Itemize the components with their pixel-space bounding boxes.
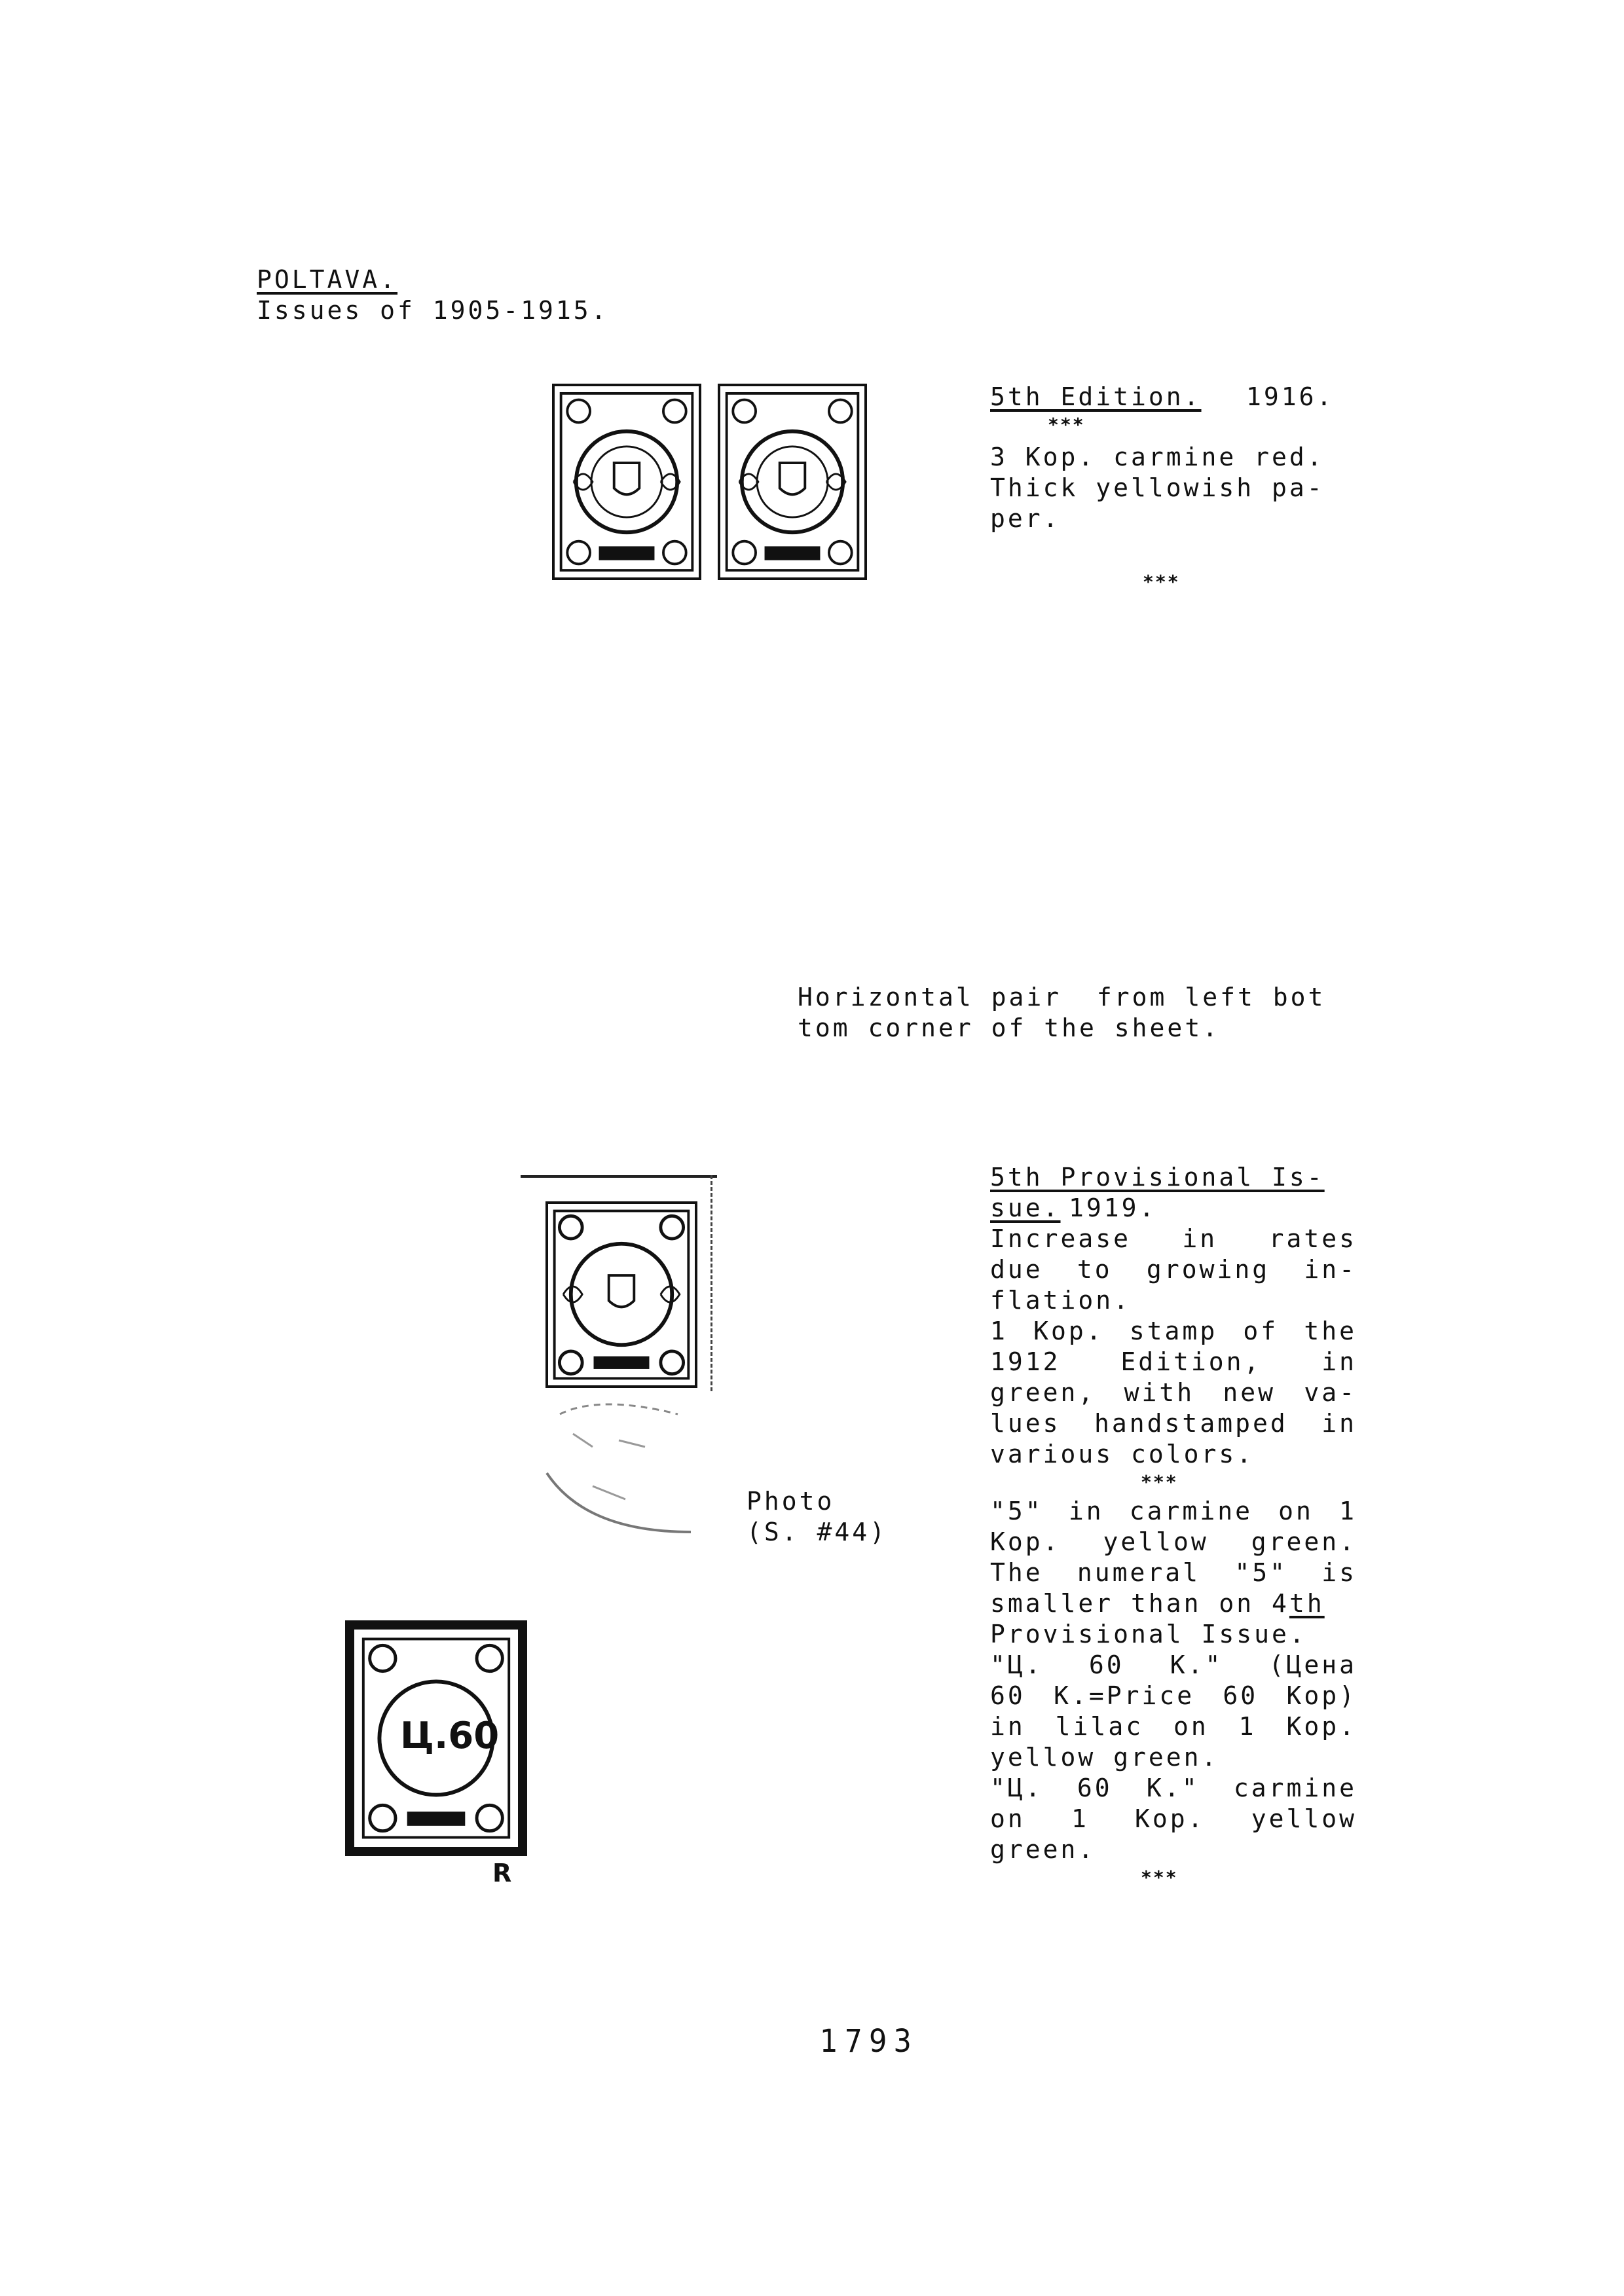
text-line: green, with new va- (990, 1378, 1357, 1407)
text-line: various colors. (990, 1440, 1255, 1468)
page-subtitle: Issues of 1905-1915. (257, 296, 609, 325)
text-line: 1912 Edition, in (990, 1347, 1357, 1376)
stamp-3kop-right (718, 384, 867, 580)
text-fragment: smaller than on 4 (990, 1589, 1289, 1618)
section2-text (990, 1162, 1357, 1891)
section1-stars-top: *** (1048, 414, 1085, 435)
text-line: due to growing in- (990, 1255, 1357, 1284)
text-line: "Ц. 60 K." (Цена (990, 1650, 1357, 1679)
text-line: flation. (990, 1286, 1132, 1315)
stamp-overprint-60k (354, 1630, 518, 1847)
text-line: 1 Kop. stamp of the (990, 1317, 1357, 1345)
text-line: green. (990, 1835, 1096, 1864)
perforation-edge (710, 1175, 715, 1391)
section2-heading: 5th Provisional Is- (990, 1163, 1325, 1192)
section2-stars-mid: *** (1141, 1471, 1178, 1493)
stamp-3kop-left (552, 384, 701, 580)
postmark-icon (534, 1394, 710, 1545)
superscript-th: th (1289, 1589, 1325, 1618)
text-line: Kop. yellow green. (990, 1527, 1357, 1556)
photo-catalog-ref: (S. #44) (747, 1518, 888, 1546)
stars-row (990, 1865, 1357, 1891)
stamp-overprint-mount (345, 1620, 527, 1856)
stamp-design-icon (555, 386, 699, 577)
stamp-design-icon (548, 1204, 695, 1385)
stamp-5th-provisional (545, 1201, 697, 1388)
stars-row (990, 1470, 1357, 1496)
section1-stars-bottom: *** (1143, 571, 1180, 592)
text-line (990, 1588, 1357, 1619)
text-line: Provisional Issue. (990, 1620, 1307, 1649)
text-line: "5" in carmine on 1 (990, 1497, 1357, 1525)
section2-stars-end: *** (1141, 1867, 1178, 1888)
text-line: on 1 Kop. yellow (990, 1804, 1357, 1833)
text-line: yellow green. (990, 1743, 1219, 1772)
pair-caption (798, 982, 1325, 1044)
text-line: "Ц. 60 K." carmine (990, 1774, 1357, 1802)
section1-year: 1916. (1246, 382, 1335, 411)
page-title: POLTAVA. (257, 265, 398, 294)
photo-reference (747, 1486, 887, 1548)
section2-year: 1919. (1069, 1194, 1157, 1222)
stamp-design-icon (720, 386, 864, 577)
cover-edge-line (521, 1175, 717, 1178)
photo-label: Photo (747, 1487, 835, 1516)
text-line: per. (990, 504, 1061, 533)
text-line: The numeral "5" is (990, 1558, 1357, 1587)
text-line: Increase in rates (990, 1224, 1357, 1253)
section2-heading-cont: sue. (990, 1194, 1061, 1222)
text-line: in lilac on 1 Kop. (990, 1712, 1357, 1741)
section1-heading: 5th Edition. (990, 382, 1202, 411)
caption-line: Horizontal pair from left bot (798, 983, 1326, 1011)
caption-line: tom corner of the sheet. (798, 1013, 1221, 1042)
text-line: lues handstamped in (990, 1409, 1357, 1438)
section1-text (990, 442, 1325, 534)
overprint-value: Ц.60 (400, 1715, 500, 1757)
stamp-on-cover-fragment (521, 1175, 717, 1548)
rarity-mark: R (492, 1859, 515, 1887)
section2-heading-row (990, 1193, 1357, 1224)
text-line: 60 K.=Price 60 Kop) (990, 1681, 1357, 1710)
text-line: Thick yellowish pa- (990, 473, 1325, 502)
page-number: 1793 (820, 2023, 918, 2060)
text-line: 3 Kop. carmine red. (990, 443, 1325, 471)
